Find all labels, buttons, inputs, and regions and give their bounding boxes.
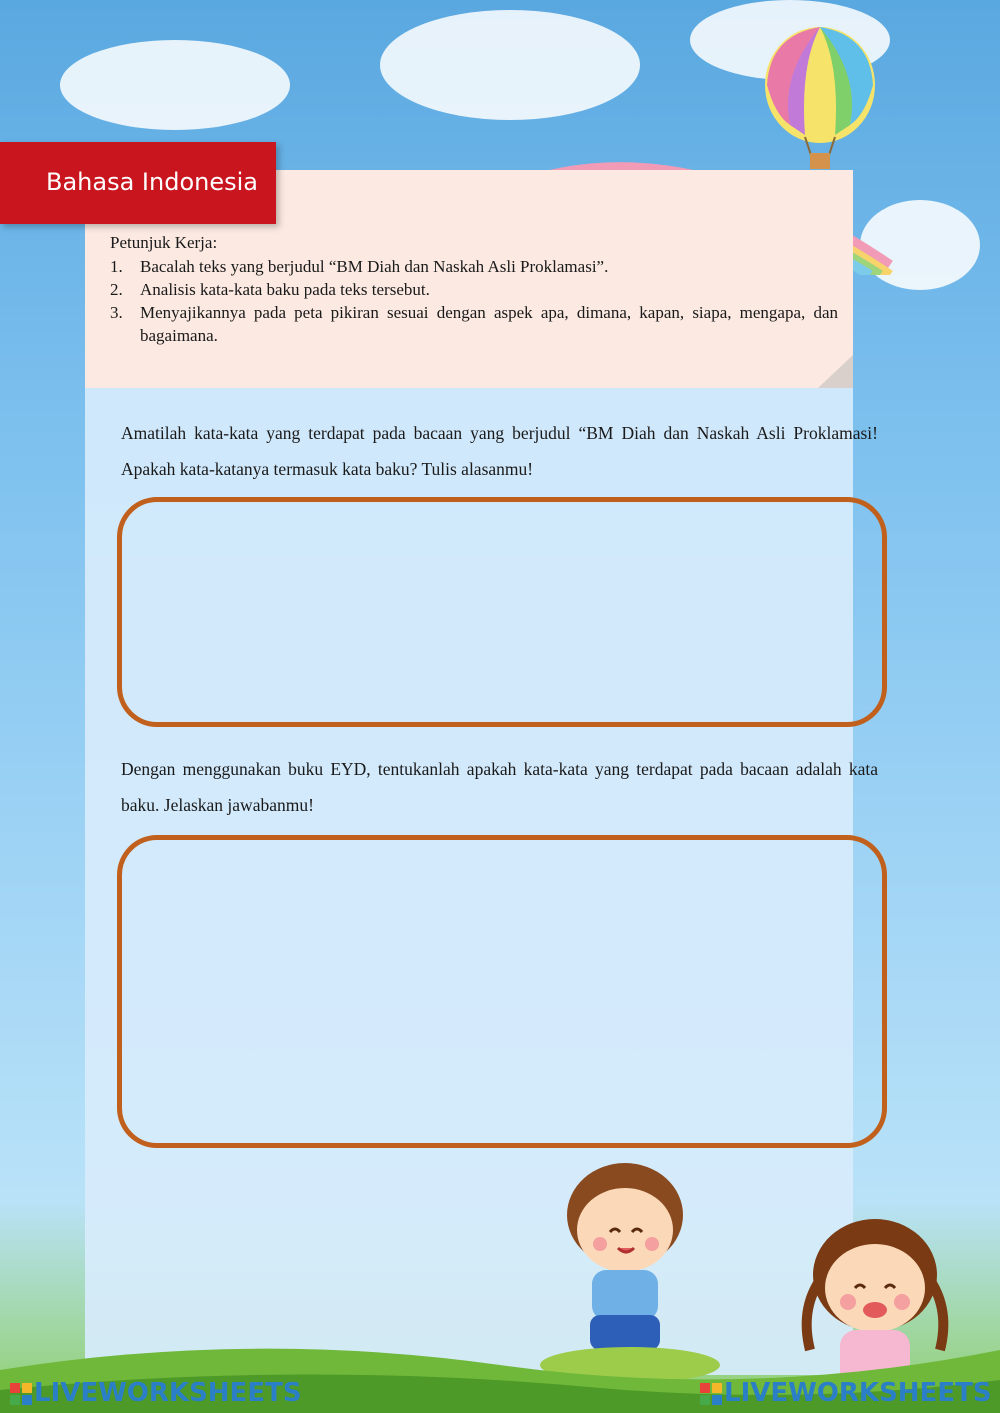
instruction-number: 1. (110, 257, 123, 276)
answer-box-1[interactable] (117, 497, 887, 727)
boy-illustration (567, 1163, 683, 1350)
instruction-item (110, 278, 838, 301)
cloud-decoration (60, 40, 290, 130)
subject-title: Bahasa Indonesia (46, 168, 258, 196)
question-2-text: Dengan menggunakan buku EYD, tentukanlah apakah kata-kata yang terdapat pada bacaan adalah kata baku. Jelaskan jawabanmu! (121, 759, 878, 815)
liveworksheets-logo-icon (700, 1383, 722, 1405)
instruction-item (110, 255, 838, 278)
answer-box-2[interactable] (117, 835, 887, 1148)
cloud-decoration (380, 10, 640, 120)
instructions-list (110, 255, 838, 347)
instruction-text: Bacalah teks yang berjudul “BM Diah dan Naskah Asli Proklamasi”. (140, 257, 609, 276)
instruction-text: Menyajikannya pada peta pikiran sesuai dengan aspek apa, dimana, kapan, siapa, mengapa, dan bagaimana. (140, 303, 838, 345)
instruction-number: 3. (110, 303, 123, 322)
instruction-text: Analisis kata-kata baku pada teks tersebut. (140, 280, 430, 299)
instruction-item (110, 301, 838, 347)
instruction-number: 2. (110, 280, 123, 299)
page-fold-decoration (818, 355, 853, 388)
instructions-heading: Petunjuk Kerja: (110, 233, 218, 252)
brand-text-left: LIVEWORKSHEETS (34, 1378, 302, 1408)
liveworksheets-logo-icon (10, 1383, 32, 1405)
hot-air-balloon-icon (755, 25, 885, 175)
question-1-text: Amatilah kata-kata yang terdapat pada bacaan yang berjudul “BM Diah dan Naskah Asli Proklamasi! Apakah kata-katanya termasuk kata baku? Tulis alasanmu! (121, 423, 878, 479)
brand-text-right: LIVEWORKSHEETS (724, 1378, 992, 1408)
